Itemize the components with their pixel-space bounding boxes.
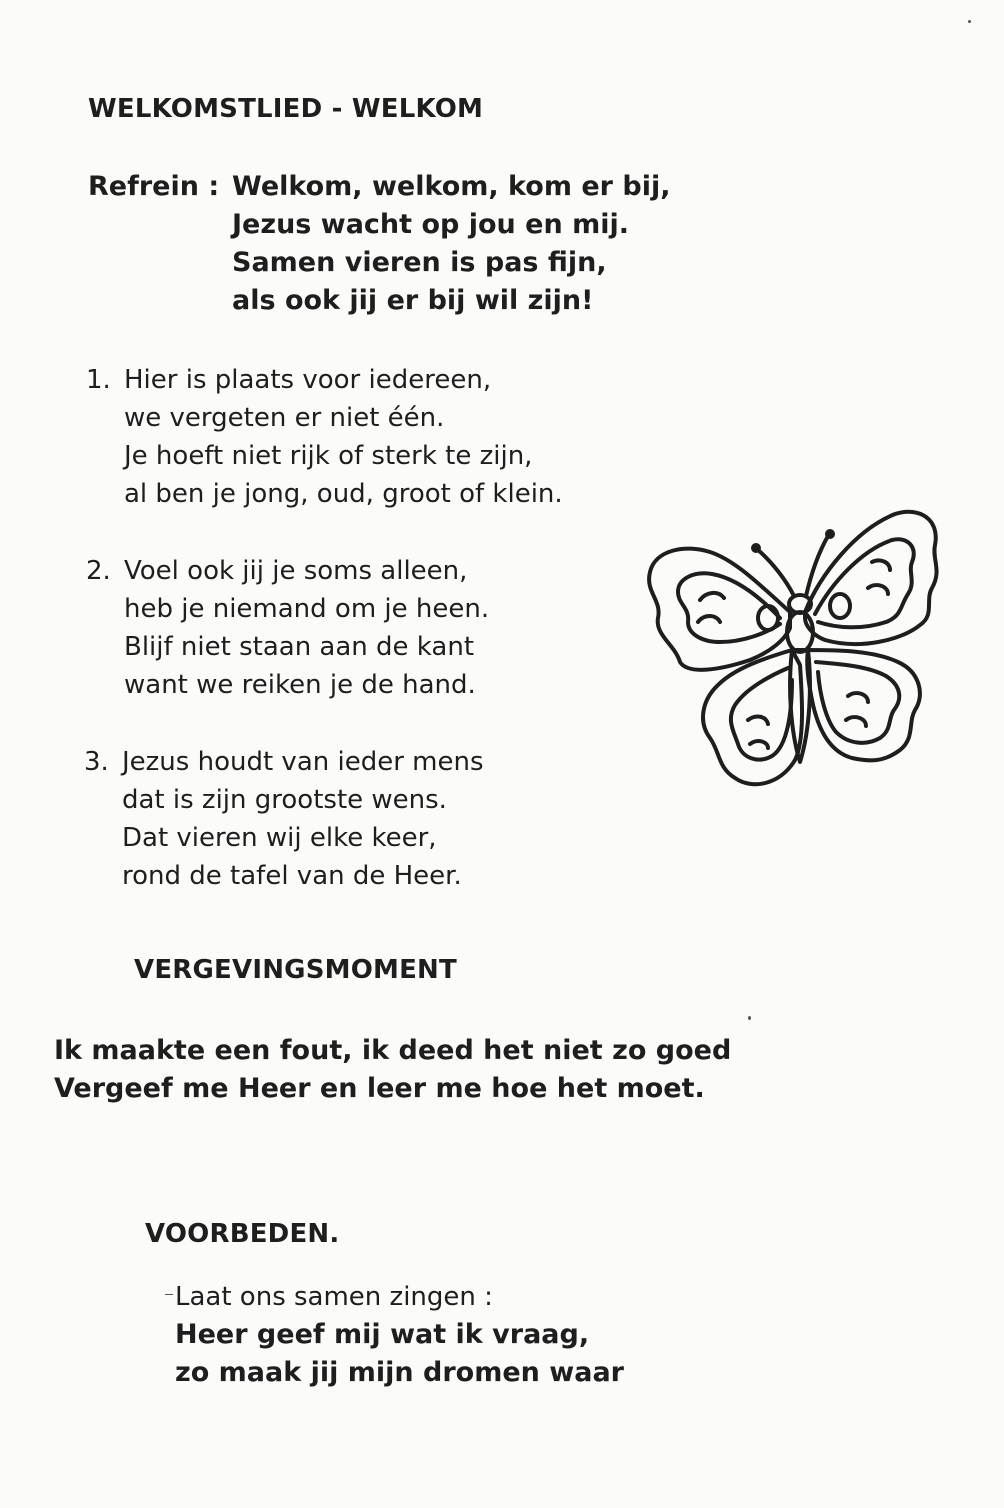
verse-line: Voel ook jij je soms alleen, bbox=[124, 556, 468, 586]
refrain-line: Jezus wacht op jou en mij. bbox=[232, 209, 629, 240]
refrain-line: Samen vieren is pas fijn, bbox=[232, 247, 607, 278]
intercessions-line: Heer geef mij wat ik vraag, bbox=[175, 1319, 590, 1350]
verse-line: al ben je jong, oud, groot of klein. bbox=[124, 479, 563, 509]
verse-line: we vergeten er niet één. bbox=[124, 403, 445, 433]
scan-speck bbox=[748, 1016, 751, 1020]
verse-line: want we reiken je de hand. bbox=[124, 670, 476, 700]
forgiveness-line: Vergeef me Heer en leer me hoe het moet. bbox=[54, 1073, 705, 1104]
intercessions-intro: Laat ons samen zingen : bbox=[175, 1282, 493, 1312]
verse-2 bbox=[124, 552, 489, 704]
intercessions-line: zo maak jij mijn dromen waar bbox=[175, 1357, 624, 1388]
scan-speck bbox=[968, 20, 971, 23]
scan-speck bbox=[165, 1294, 173, 1295]
forgiveness-line: Ik maakte een fout, ik deed het niet zo goed bbox=[54, 1035, 732, 1066]
verse-line: Blijf niet staan aan de kant bbox=[124, 632, 475, 662]
verse-line: rond de tafel van de Heer. bbox=[122, 861, 462, 891]
verse-number: 2. bbox=[86, 556, 111, 586]
verse-line: dat is zijn grootste wens. bbox=[122, 785, 447, 815]
butterfly-icon bbox=[640, 500, 950, 800]
verse-line: Dat vieren wij elke keer, bbox=[122, 823, 437, 853]
forgiveness-title: VERGEVINGSMOMENT bbox=[134, 955, 457, 985]
refrain-line: Welkom, welkom, kom er bij, bbox=[232, 171, 671, 202]
verse-1 bbox=[124, 361, 563, 513]
forgiveness-text bbox=[54, 1032, 731, 1108]
verse-3 bbox=[122, 743, 484, 895]
verse-line: Jezus houdt van ieder mens bbox=[122, 747, 484, 777]
verse-line: heb je niemand om je heen. bbox=[124, 594, 490, 624]
intercessions-title: VOORBEDEN. bbox=[145, 1219, 340, 1249]
verse-line: Hier is plaats voor iedereen, bbox=[124, 365, 492, 395]
verse-number: 1. bbox=[86, 365, 111, 395]
intercessions-block bbox=[175, 1278, 624, 1392]
refrain-label: Refrein : bbox=[88, 171, 220, 202]
refrain-block bbox=[232, 168, 670, 320]
verse-number: 3. bbox=[84, 747, 109, 777]
verse-line: Je hoeft niet rijk of sterk te zijn, bbox=[124, 441, 533, 471]
song-title: WELKOMSTLIED - WELKOM bbox=[88, 94, 484, 124]
refrain-line: als ook jij er bij wil zijn! bbox=[232, 285, 594, 316]
